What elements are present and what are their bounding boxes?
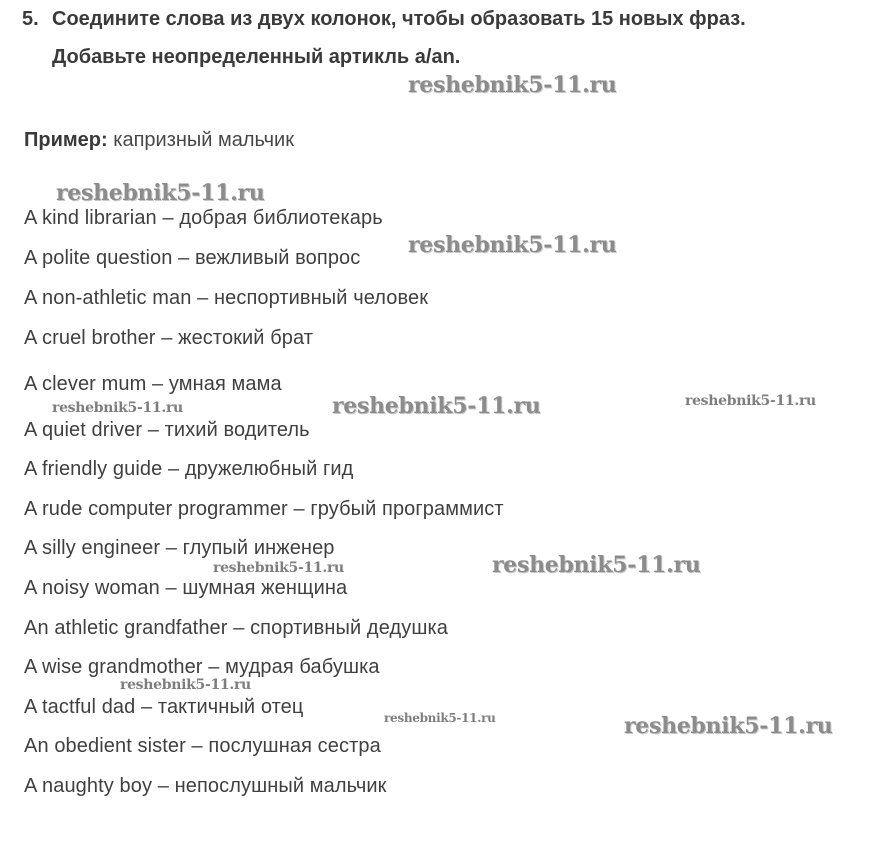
task-instruction-line2: Добавьте неопределенный артикль a/an. bbox=[52, 46, 461, 68]
watermark: reshebnik5-11.ru bbox=[52, 400, 183, 416]
task-number: 5. bbox=[22, 8, 39, 30]
example-line bbox=[24, 129, 294, 152]
watermark: reshebnik5-11.ru bbox=[685, 393, 816, 409]
list-item: A rude computer programmer – грубый программист bbox=[24, 498, 504, 520]
list-item: A non-athletic man – неспортивный человек bbox=[24, 287, 429, 309]
watermark: reshebnik5-11.ru bbox=[384, 711, 496, 725]
list-item: A cruel brother – жестокий брат bbox=[24, 327, 314, 349]
watermark: reshebnik5-11.ru bbox=[408, 72, 617, 98]
watermark: reshebnik5-11.ru bbox=[56, 180, 265, 206]
list-item: A polite question – вежливый вопрос bbox=[24, 247, 361, 269]
task-instruction-line1: Соедините слова из двух колонок, чтобы образовать 15 новых фраз. bbox=[52, 8, 746, 30]
list-item: A clever mum – умная мама bbox=[24, 373, 282, 395]
list-item: A noisy woman – шумная женщина bbox=[24, 577, 348, 599]
example-label: Пример: bbox=[24, 129, 108, 151]
example-text: капризный мальчик bbox=[113, 129, 294, 151]
watermark: reshebnik5-11.ru bbox=[492, 552, 701, 578]
list-item: A friendly guide – дружелюбный гид bbox=[24, 458, 354, 480]
list-item: A quiet driver – тихий водитель bbox=[24, 419, 310, 441]
watermark: reshebnik5-11.ru bbox=[408, 232, 617, 258]
list-item: A wise grandmother – мудрая бабушка bbox=[24, 656, 380, 678]
list-item: An obedient sister – послушная сестра bbox=[24, 735, 381, 757]
watermark: reshebnik5-11.ru bbox=[624, 713, 833, 739]
watermark: reshebnik5-11.ru bbox=[120, 677, 251, 693]
list-item: A silly engineer – глупый инженер bbox=[24, 537, 335, 559]
list-item: A tactful dad – тактичный отец bbox=[24, 696, 304, 718]
list-item: A naughty boy – непослушный мальчик bbox=[24, 775, 387, 797]
list-item: An athletic grandfather – спортивный дедушка bbox=[24, 617, 448, 639]
watermark: reshebnik5-11.ru bbox=[213, 560, 344, 576]
list-item: A kind librarian – добрая библиотекарь bbox=[24, 207, 383, 229]
watermark: reshebnik5-11.ru bbox=[332, 393, 541, 419]
